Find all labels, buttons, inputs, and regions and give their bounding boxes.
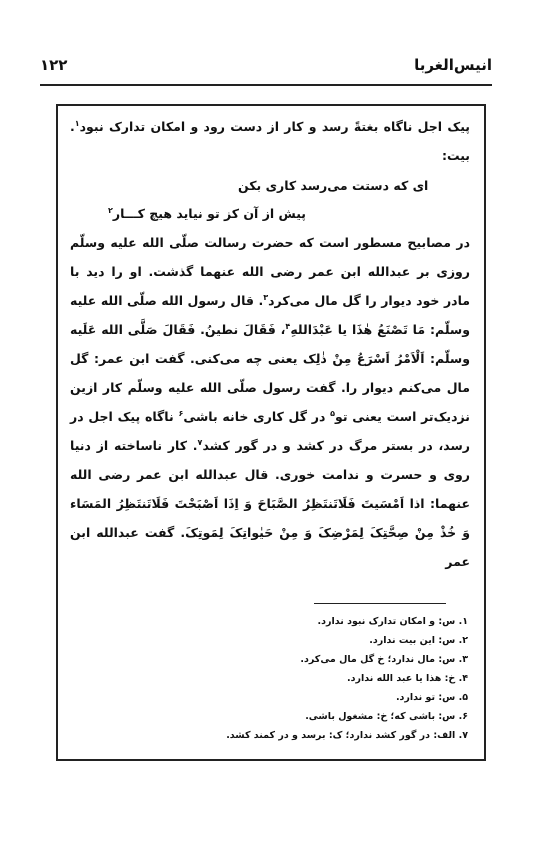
footnote-5: ۵. س: تو ندارد. [395, 692, 468, 703]
paragraph-2-text-a: در مصابیح مسطور است که حضرت رسالت صلّی الله علیه وسلّم روزی بر عبدالله ابن عمر رضی الله عنهما گذشت. او را دید با مادر خود دیوار را گل مال می‌کرد [70, 235, 470, 308]
verse-line-2-text: پیش از آن کز تو نیاید هیچ کـــار [112, 206, 306, 221]
footnote-ref-3: ۳ [263, 292, 269, 302]
paragraph-2 [70, 228, 470, 576]
paragraph-2-text-b: . قال رسول الله صلّی الله علیه وسلّم: مَا تَصْنَعُ هٰذَا یا عَبْدَاللهِ [70, 293, 470, 337]
book-title: انیس‌الغربا [414, 56, 492, 74]
footnotes [88, 612, 468, 745]
footnote-1: ۱. س: و امکان تدارک نبود ندارد. [317, 616, 468, 627]
verse-line-2 [108, 206, 306, 221]
footnote-6: ۶. س: باشی که؛ خ: مشغول باشی. [305, 711, 468, 722]
header-rule [40, 84, 492, 86]
footnote-ref-7: ۷ [197, 437, 203, 447]
footnote-ref-6: ۶ [178, 408, 184, 418]
page-number: ۱۲۲ [40, 56, 68, 74]
running-header [40, 56, 492, 80]
footnote-2: ۲. س: این بیت ندارد. [369, 635, 468, 646]
footnote-rule [314, 603, 446, 604]
footnote-ref-5: ۵ [330, 408, 336, 418]
verse-line-1: ای که دستت می‌رسد کاری بکن [238, 178, 429, 193]
paragraph-1 [70, 112, 470, 170]
paragraph-2-text-f: . کار ناساخته از دنیا روی و حسرت و ندامت خوری. قال عبدالله ابن عمر رضی الله عنهما: اذا اَمْسَیتَ فَلَاتَنتَظِرُ الصَّبَاحَ وَ اِذَا اَصْبَحْتَ فَلَاتَنتَظِرُ المَسَاء وَ خُذْ مِنْ صِحَّتِکَ لِمَرْضِکَ وَ مِنْ حَیٰواتِکَ لِمَوتِکَ. گفت عبدالله ابن عمر [70, 438, 470, 569]
paragraph-1-text: پیک اجل ناگاه بغتةً رسد و کار از دست رود و امکان تدارک نبود [79, 119, 470, 134]
paragraph-2-text-d: در گل کاری خانه باشی [183, 409, 331, 424]
footnote-ref-4: ۴ [285, 321, 291, 331]
paragraph-2-text-e: ناگاه پیک اجل در رسد، در بستر مرگ در کشد و در گور کشد [70, 409, 470, 453]
footnote-ref-2: ۲ [108, 205, 113, 215]
footnote-4: ۴. خ: هذا یا عبد الله ندارد. [347, 673, 468, 684]
paragraph-2-text-c: ، فَقَالَ نطینُ. فَقَالَ صَلَّی الله عَلَیه وسلّم: اَلْاَمْرُ اَسْرَعُ مِنْ ذٰلِک یعنی چه می‌کنی. گفت ابن عمر: گل مال می‌کنم دیوار را. گفت رسول صلّی الله علیه وسلّم کار ازین نزدیک‌تر است یعنی تو [70, 322, 470, 424]
footnote-ref-1: ۱ [74, 118, 80, 128]
footnote-3: ۳. س: مال ندارد؛ خ گل مال می‌کرد. [300, 654, 468, 665]
paragraph-1-tail: . بیت: [70, 119, 470, 163]
footnote-7: ۷. الف: در گور کشد ندارد؛ ک: برسد و در کمند کشد. [226, 730, 468, 741]
